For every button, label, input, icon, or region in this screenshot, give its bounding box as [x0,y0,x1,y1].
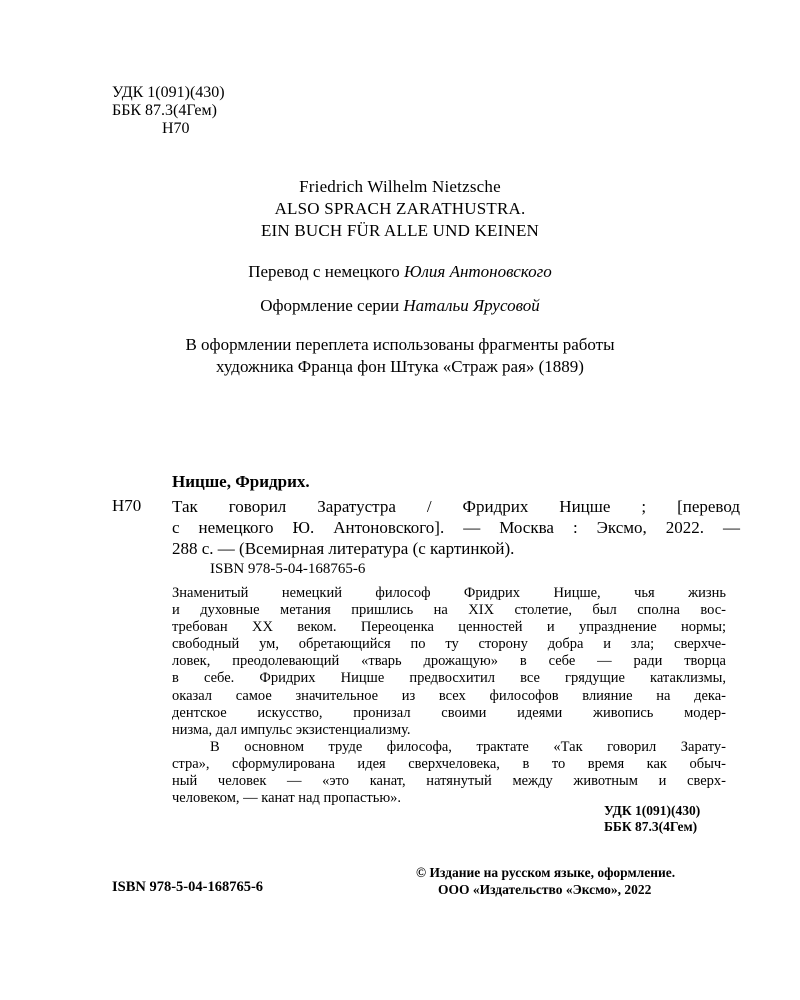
bibliographic-line: 288 с. — (Всемирная литература (с картинкой). [172,539,515,558]
annotation-line: ловек, преодолевающий «тварь дрожащую» в себе — ради творца [172,653,726,670]
annotation-line: низма, дал импульс экзистенциализму. [172,721,411,738]
annotation-line: и духовные метания пришлись на XIX столетие, был сполна вос- [172,602,726,619]
bibliographic-mark: Н70 [112,496,142,515]
original-author: Friedrich Wilhelm Nietzsche [299,177,501,196]
footer-udk: УДК 1(091)(430) [604,803,701,818]
copyright-notice [416,864,675,898]
bibliographic-line: с немецкого Ю. Антоновского]. — Москва : Эксмо, 2022. — [172,518,740,537]
design-credit [0,296,800,316]
annotation-line: дентское искусство, пронизал своими идеями живопись модер- [172,704,726,721]
design-label: Оформление серии [260,296,400,315]
bibliographic-isbn: ISBN 978-5-04-168765-6 [210,561,366,577]
bibliographic-record [172,496,740,559]
annotation-line: оказал самое значительное из всех философов влияние на дека- [172,687,726,704]
copyright-line-2: ООО «Издательство «Эксмо», 2022 [438,882,652,897]
designer-name: Натальи Ярусовой [403,296,540,315]
cover-art-line-2: художника Франца фон Штука «Страж рая» (1889) [216,357,584,376]
original-title-line-2: EIN BUCH FÜR ALLE UND KEINEN [260,221,540,240]
translation-credit [0,262,800,282]
udk-code: УДК 1(091)(430) [112,84,225,101]
translation-label: Перевод с немецкого [248,262,400,281]
annotation-line: человеком, — канат над пропастью». [172,790,402,807]
annotation-line: ный человек — «это канат, натянутый между животным и сверх- [172,773,726,790]
bibliographic-line: Так говорил Заратустра / Фридрих Ницше ; [перевод [172,497,740,516]
bbk-code: ББК 87.3(4Гем) [112,102,217,119]
original-title-block [0,176,800,242]
footer-isbn: ISBN 978-5-04-168765-6 [112,879,264,895]
annotation-line: требован XX веком. Переоценка ценностей и упразднение нормы; [172,619,726,636]
annotation-line: свободный ум, обретающийся по ту сторону добра и зла; сверхче- [172,636,726,653]
footer-classification [604,803,700,835]
annotation-line: стра», сформулирована идея сверхчеловека, в то время как обыч- [172,755,726,772]
copyright-line-1: © Издание на русском языке, оформление. [416,865,676,880]
annotation-line: В основном труде философа, трактате «Так говорил Зарату- [210,738,726,755]
classification-codes [112,84,225,138]
footer-bbk: ББК 87.3(4Гем) [604,819,698,834]
annotation-line: в себе. Фридрих Ницше предвосхитил все грядущие катаклизмы, [172,670,726,687]
annotation-line: Знаменитый немецкий философ Фридрих Ницше, чья жизнь [172,585,726,601]
annotation [172,585,726,807]
author-mark: Н70 [162,120,190,137]
original-title-line-1: ALSO SPRACH ZARATHUSTRA. [274,199,526,218]
cover-art-note [0,334,800,378]
bibliographic-author: Ницше, Фридрих. [172,472,310,491]
cover-art-line-1: В оформлении переплета использованы фрагменты работы [185,335,615,354]
translator-name: Юлия Антоновского [403,262,552,281]
